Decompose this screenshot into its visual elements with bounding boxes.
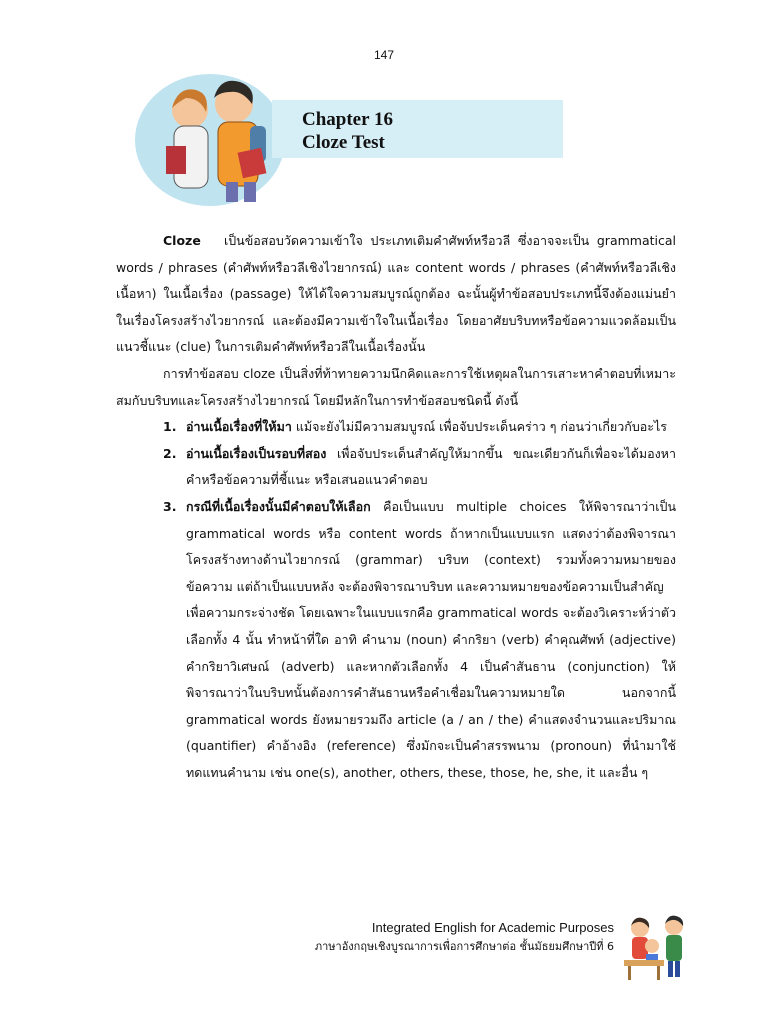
list-number: 1.	[163, 419, 177, 435]
list-heading: กรณีที่เนื้อเรื่องนั้นมีคำตอบให้เลือก	[186, 498, 371, 514]
list-heading: อ่านเนื้อเรื่องที่ให้มา	[186, 419, 292, 435]
list-item	[116, 441, 676, 494]
chapter-name: Cloze Test	[302, 132, 385, 153]
paragraph-2: การทำข้อสอบ cloze เป็นสิ่งที่ท้าทายความนึกคิดและการใช้เหตุผลในการเสาะหาคำตอบที่เหมาะสมกับบริบทและโครงสร้างไวยากรณ์ โดยมีหลักในการทำข้อสอบชนิดนี้ ดังนี้	[116, 365, 676, 408]
list-item	[116, 414, 676, 441]
kids-illustration	[618, 912, 696, 984]
list-number: 3.	[163, 498, 177, 514]
body-text	[116, 228, 676, 786]
list-text: คือเป็นแบบ multiple choices ให้พิจารณาว่าเป็น grammatical words หรือ content words ถ้าหากเป็นแบบแรก แสดงว่าต้องพิจารณาโครงสร้างทางด้านไวยากรณ์ (grammar) บริบท (context) รวมทั้งความหมายของข้อความ แต่ถ้าเป็นแบบหลัง จะต้องพิจารณาบริบท และความหมายของข้อความเป็นสำคัญ	[186, 498, 676, 594]
list-text: เพื่อจับประเด็นสำคัญให้มากขึ้น ขณะเดียวกันก็เพื่อจะได้มองหาคำหรือข้อความที่ชี้แนะ หรือเสนอแนวคำตอบ	[186, 445, 676, 488]
footer-course-title: Integrated English for Academic Purposes	[371, 920, 614, 935]
list-number: 2.	[163, 445, 177, 461]
intro-text: เป็นข้อสอบวัดความเข้าใจ ประเภทเติมคำศัพท์หรือวลี ซึ่งอาจจะเป็น grammatical words / phrases (คำศัพท์หรือวลีเชิงไวยากรณ์) และ content words / phrases (คำศัพท์หรือวลีเชิงเนื้อหา) ในเนื้อเรื่อง (passage) ให้ได้ใจความสมบูรณ์ถูกต้อง ฉะนั้นผู้ทำข้อสอบประเภทนี้จึงต้องแม่นยำในเรื่องโครงสร้างไวยากรณ์ และต้องมีความเข้าใจในเนื้อเรื่อง โดยอาศัยบริบทหรือข้อความแวดล้อมเป็นแนวชี้แนะ (clue) ในการเติมคำศัพท์หรือวลีในเนื้อเรื่องนั้น	[116, 233, 677, 355]
list-heading: อ่านเนื้อเรื่องเป็นรอบที่สอง	[186, 445, 327, 461]
chapter-title	[302, 108, 393, 154]
chapter-number: Chapter 16	[302, 109, 393, 130]
intro-paragraph	[116, 228, 676, 361]
page-number: 147	[373, 48, 395, 62]
tips-list	[116, 414, 676, 600]
item3-detail: เพื่อความกระจ่างชัด โดยเฉพาะในแบบแรกคือ grammatical words จะต้องวิเคราะห์ว่าตัวเลือกทั้ง 4 นั้น ทำหน้าที่ใด อาทิ คำนาม (noun) คำกริยา (verb) คำคุณศัพท์ (adjective) คำกริยาวิเศษณ์ (adverb) และหากตัวเลือกทั้ง 4 เป็นคำสันธาน (conjunction) ให้พิจารณาว่าในบริบทนั้นต้องการคำสันธานหรือคำเชื่อมในความหมายใด นอกจากนี้ grammatical words ยังหมายรวมถึง article (a / an / the) คำแสดงจำนวนและปริมาณ (quantifier) คำอ้างอิง (reference) ซึ่งมักจะเป็นคำสรรพนาม (pronoun) ที่นำมาใช้ทดแทนคำนาม เช่น one(s), another, others, these, those, he, she, it และอื่น ๆ	[186, 605, 676, 780]
list-text: แม้จะยังไม่มีความสมบูรณ์ เพื่อจับประเด็นคร่าว ๆ ก่อนว่าเกี่ยวกับอะไร	[291, 419, 667, 435]
intro-term: Cloze	[163, 233, 201, 248]
footer	[230, 918, 614, 956]
footer-subtitle: ภาษาอังกฤษเชิงบูรณาการเพื่อการศึกษาต่อ ชั้นมัธยมศึกษาปีที่ 6	[314, 940, 614, 953]
list-item	[116, 494, 676, 600]
